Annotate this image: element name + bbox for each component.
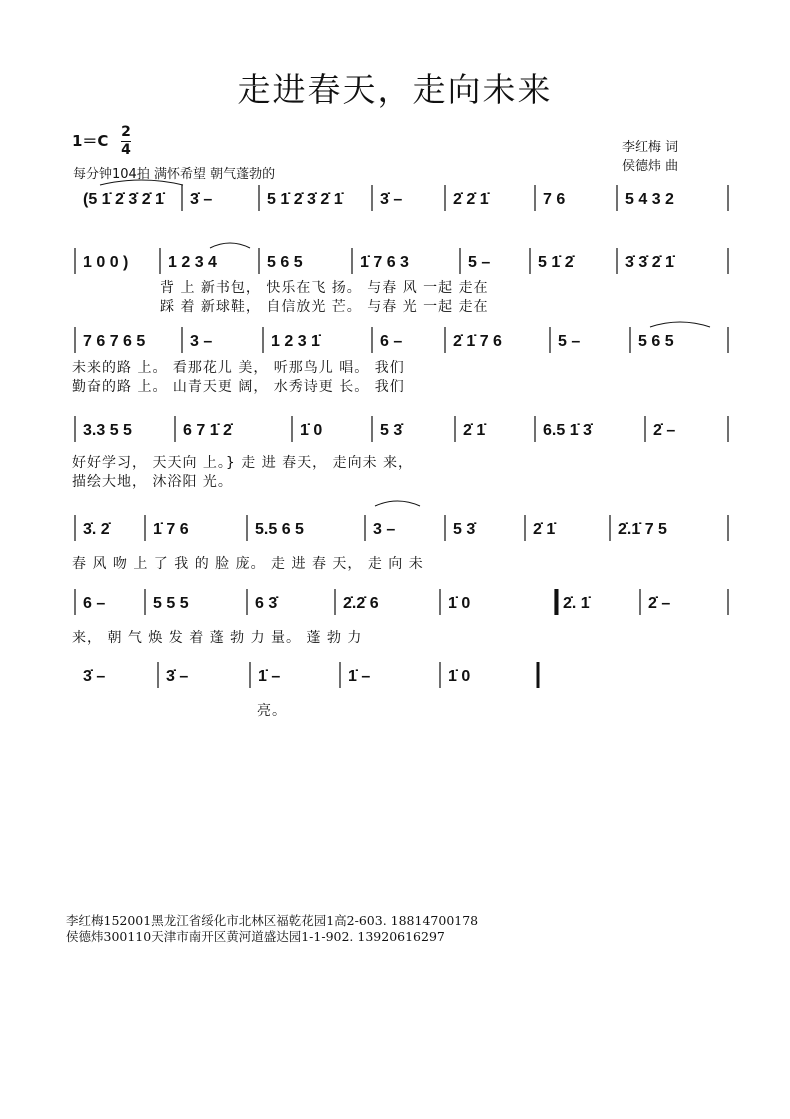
measure: 1 0 0 ) [83, 254, 129, 271]
lyric-line: 亮。 [257, 703, 287, 719]
measure: 3̇ – [190, 191, 213, 208]
measure: 6 7 1̇ 2̇ [183, 422, 232, 439]
measure: 1 2 3 4 [168, 254, 217, 271]
measure: 3.3 5 5 [83, 422, 132, 439]
measure: 5.5 6 5 [255, 521, 304, 538]
lyric-line: 好好学习， 天天向 上。} 走 进 春天， 走向未 来， [72, 455, 414, 471]
footer-line-2: 侯德炜300110天津市南开区黄河道盛达园1-1-902. 13920616297 [66, 929, 445, 944]
lyricist-credit: 李红梅 词 [622, 140, 679, 155]
time-signature-bottom: 4 [121, 142, 131, 158]
measure: (5 1̇ 2̇ 3̇ 2̇ 1̇ [83, 191, 164, 208]
measure: 3̇ 3̇ 2̇ 1̇ [625, 254, 674, 271]
measure: 1̇ – [348, 668, 371, 685]
measure: 5 – [558, 333, 581, 350]
measure: 5 – [468, 254, 491, 271]
lyric-line: 描绘大地， 沐浴阳 光。 [72, 474, 233, 490]
measure: 6 3̇ [255, 595, 278, 612]
slur [210, 243, 250, 248]
measure: 1̇ – [258, 668, 281, 685]
measure: 5 1̇ 2̇ [538, 254, 574, 271]
lyric-line: 踩 着 新球鞋， 自信放光 芒。 与春 光 一起 走在 [160, 299, 489, 315]
measure: 5 1̇ 2̇ 3̇ 2̇ 1̇ [267, 191, 343, 208]
key-signature: 1＝C [72, 132, 109, 150]
tempo-marking: 每分钟104拍 满怀希望 朝气蓬勃的 [73, 167, 276, 182]
measure: 2̇ 1̇ 7 6 [453, 333, 502, 350]
measure: 5 6 5 [267, 254, 303, 271]
measure: 5 4 3 2 [625, 191, 674, 208]
measure: 3 – [190, 333, 213, 350]
measure: 1̇ 0 [448, 595, 471, 612]
measure: 3 – [373, 521, 396, 538]
measure: 6 – [83, 595, 106, 612]
measure: 6.5 1̇ 3̇ [543, 422, 592, 439]
lyric-line: 未来的路 上。 看那花儿 美， 听那鸟儿 唱。 我们 [72, 360, 405, 376]
measure: 5 5 5 [153, 595, 189, 612]
measure: 7 6 7 6 5 [83, 333, 146, 350]
song-title: 走进春天，走向未来 [237, 70, 553, 109]
measure: 2̇.1̇ 7 5 [618, 521, 667, 538]
measure: 5 3̇ [380, 422, 403, 439]
measure: 6 – [380, 333, 403, 350]
composer-credit: 侯德炜 曲 [622, 159, 679, 174]
measure: 2̇.2̇ 6 [343, 595, 379, 612]
measure: 1̇ 0 [300, 422, 323, 439]
measure: 2̇ – [653, 422, 676, 439]
slur [100, 180, 183, 185]
lyric-line: 背 上 新书包， 快乐在飞 扬。 与春 风 一起 走在 [160, 280, 489, 296]
measure: 2̇ 1̇ [463, 422, 486, 439]
measure: 2̇. 1̇ [563, 595, 590, 612]
lyric-line: 春 风 吻 上 了 我 的 脸 庞。 走 进 春 天， 走 向 未 [72, 556, 424, 572]
footer-line-1: 李红梅152001黑龙江省绥化市北林区福乾花园1高2-603. 18814700178 [66, 913, 479, 928]
measure: 1̇ 7 6 3 [360, 254, 409, 271]
measure: 2̇ 1̇ [533, 521, 556, 538]
slur [375, 501, 420, 506]
measure: 1̇ 7 6 [153, 521, 189, 538]
measure: 1 2 3 1̇ [271, 333, 320, 350]
lyric-line: 来， 朝 气 焕 发 着 蓬 勃 力 量。 蓬 勃 力 [72, 630, 363, 646]
measure: 7 6 [543, 191, 566, 208]
measure: 3̇ – [380, 191, 403, 208]
measure: 3̇. 2̇ [83, 521, 110, 538]
measure: 2̇ – [648, 595, 671, 612]
measure: 3̇ – [83, 668, 106, 685]
slur [650, 322, 710, 327]
measure: 1̇ 0 [448, 668, 471, 685]
measure: 2̇ 2̇ 1̇ [453, 191, 489, 208]
measure: 5 3̇ [453, 521, 476, 538]
measure: 3̇ – [166, 668, 189, 685]
time-signature-top: 2 [121, 124, 131, 140]
measure: 5 6 5 [638, 333, 674, 350]
lyric-line: 勤奋的路 上。 山青天更 阔， 水秀诗更 长。 我们 [72, 379, 405, 395]
